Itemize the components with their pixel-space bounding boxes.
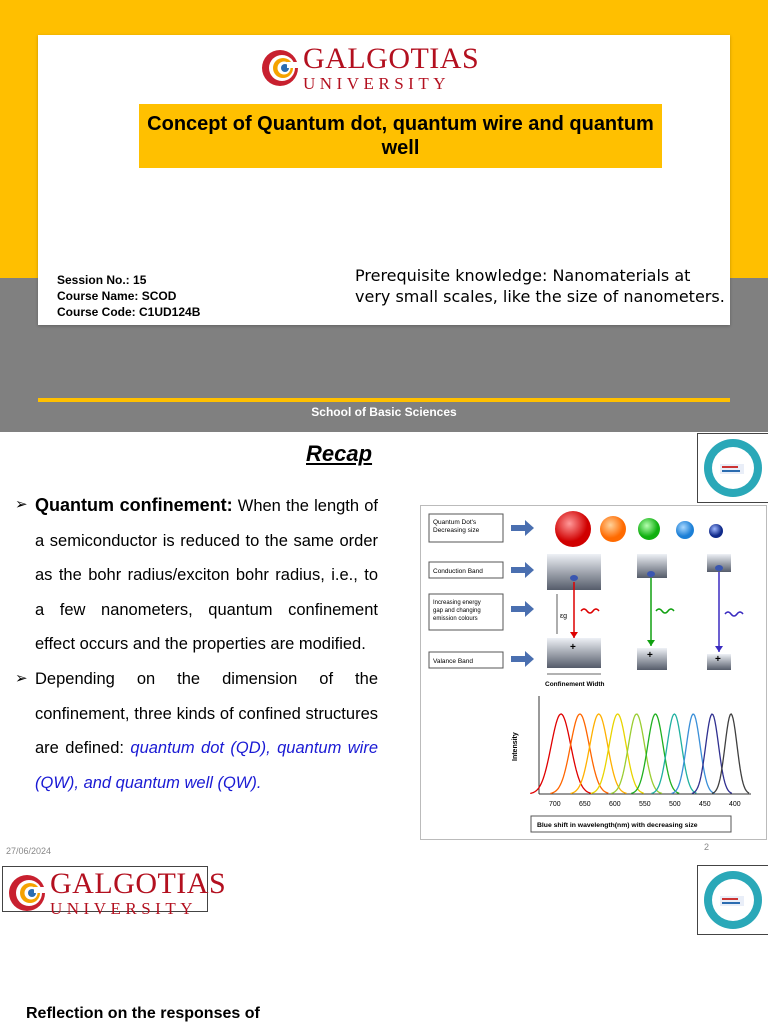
energy-gap-symbol: εg — [560, 613, 568, 620]
x-tick-label: 700 — [549, 801, 561, 808]
bullet2-structures: quantum dot (QD), quantum wire (QW), and quantum well (QW). — [35, 739, 379, 792]
prereq-text: anomaterials at very small scales, like the size of nanometers. — [355, 266, 725, 306]
y-axis-label: Intensity — [512, 732, 519, 761]
bullet-quantum-confinement — [15, 488, 378, 662]
spectrum-peak — [631, 714, 679, 793]
course-code: Course Code: C1UD124B — [57, 305, 201, 319]
divider-line — [38, 398, 730, 402]
x-tick-label: 500 — [669, 801, 681, 808]
svg-text:+: + — [647, 650, 653, 661]
galgotias-emblem-icon — [7, 873, 47, 913]
session-info — [57, 272, 200, 320]
g-scale-badge — [697, 865, 768, 935]
university-logo — [260, 44, 479, 92]
spectrum-peak — [692, 714, 732, 793]
x-axis-ticks — [549, 801, 741, 808]
spectrum-peak — [591, 714, 644, 793]
quantum-dot-figure — [420, 505, 767, 840]
label-energy-gap: Increasing energy gap and changing emission colours — [433, 600, 481, 622]
svg-text:+: + — [570, 642, 576, 653]
emission-spectrum — [512, 696, 751, 832]
quantum-dot-diagram — [421, 506, 766, 839]
x-tick-label: 600 — [609, 801, 621, 808]
spectrum-peak — [611, 714, 662, 793]
x-tick-label: 650 — [579, 801, 591, 808]
quantum-dots — [555, 511, 723, 547]
logo-line2: UNIVERSITY — [50, 899, 197, 918]
logo-line2: UNIVERSITY — [303, 74, 450, 93]
g-scale-logo-icon — [702, 437, 764, 499]
prereq-label: Prerequisite knowledge: N — [355, 266, 565, 285]
logo-line1: GALGOTIAS — [50, 867, 227, 900]
x-tick-label: 400 — [729, 801, 741, 808]
pointer-arrows — [511, 520, 534, 667]
svg-text:+: + — [715, 654, 721, 665]
spectrum-peak — [712, 714, 749, 793]
session-number: Session No.: 15 — [57, 273, 147, 287]
galgotias-emblem-icon — [260, 48, 300, 88]
label-dots: Quantum Dot's Decreasing size — [433, 519, 480, 534]
reflection-heading: Reflection on the responses of — [26, 1005, 260, 1022]
x-tick-label: 550 — [639, 801, 651, 808]
arrow-bullet-icon: ➢ — [15, 669, 28, 687]
prerequisite-knowledge — [355, 265, 725, 307]
bullet-confined-structures — [15, 662, 378, 800]
course-name: Course Name: SCOD — [57, 289, 177, 303]
slide-title-text: Concept of Quantum dot, quantum wire and quantum well — [147, 113, 654, 159]
g-scale-logo-icon — [702, 869, 764, 931]
spectrum-caption: Blue shift in wavelength(nm) with decreasing size — [537, 822, 698, 829]
bullet1-text: When the length of a semiconductor is reduced to the same order as the bohr radius/exciton bohr radius, i.e., to a few nanometers, quantum confinement effect occurs and the properties are modified. — [35, 497, 378, 654]
spectrum-peaks — [530, 714, 749, 793]
recap-body — [15, 488, 378, 800]
bullet1-lead: Quantum confinement: — [35, 495, 233, 515]
label-valance-band: Valance Band — [433, 658, 473, 665]
page-number: 2 — [704, 842, 710, 852]
transitions — [545, 572, 743, 688]
x-tick-label: 450 — [699, 801, 711, 808]
slide3-logo-box — [2, 866, 227, 918]
arrow-bullet-icon: ➢ — [15, 496, 28, 513]
label-conduction-band: Conduction Band — [433, 568, 483, 575]
bullet2-text: Depending on the dimension of the confinement, three kinds of confined structures are defined: — [35, 669, 378, 758]
university-logo — [7, 869, 226, 917]
slide-title — [139, 104, 662, 168]
g-scale-badge — [697, 433, 768, 503]
confinement-width-label: Confinement Width — [545, 681, 605, 688]
slide-date: 27/06/2024 — [6, 846, 52, 856]
recap-heading: Recap — [306, 441, 373, 466]
label-boxes — [429, 514, 503, 668]
school-name: School of Basic Sciences — [311, 405, 457, 419]
logo-line1: GALGOTIAS — [303, 42, 480, 75]
